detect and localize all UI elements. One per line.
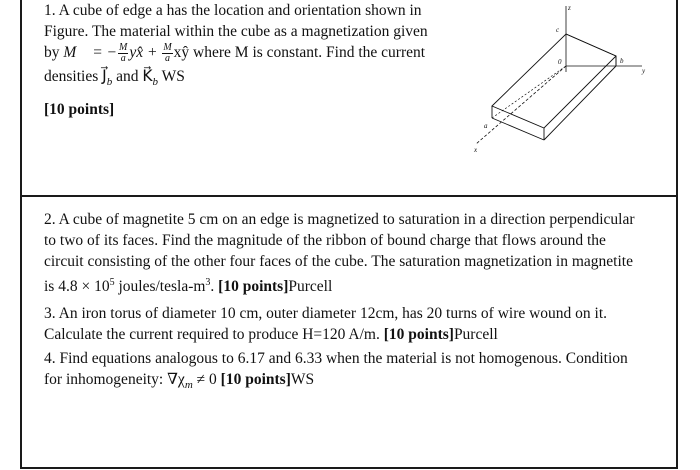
q1-by: by (44, 44, 60, 61)
frac2-den: a (165, 52, 170, 64)
frac1-den: a (120, 52, 126, 64)
label-c: c (556, 26, 560, 34)
q2-exponent: 5 (109, 277, 115, 288)
label-a: a (484, 122, 488, 130)
question-4 (44, 348, 669, 396)
q2-line-3: circuit consisting of the other four faces of the cube. The saturation magnetization in magnetite (44, 253, 633, 270)
q3-points: [10 points] (383, 326, 454, 343)
q2-unit-exponent: 3 (205, 277, 211, 288)
q2-line-1: 2. A cube of magnetite 5 cm on an edge is magnetized to saturation in a direction perpendicular (44, 211, 635, 228)
question-3 (44, 303, 669, 345)
q2-line-4 (44, 272, 669, 297)
q1-kb: and K⃗ (112, 67, 153, 85)
q1-line-2: Figure. The material within the cube as a magnetization given (44, 23, 428, 40)
label-z: z (568, 4, 571, 12)
hidden-edge (492, 66, 566, 118)
q1-eq-mid: yx̂ + (129, 44, 162, 61)
q3-text: Calculate the current required to produce H=120 A/m. (44, 326, 384, 343)
q1-jb-sub: b (106, 76, 113, 89)
fraction-2 (162, 43, 172, 64)
front-bottom-edge (492, 118, 544, 140)
q3-line-2 (44, 324, 669, 345)
q1-line-4 (44, 66, 454, 93)
fraction-1 (118, 43, 128, 64)
q2-points: [10 points] (218, 278, 289, 296)
question-2 (44, 209, 669, 297)
cube-top-face (492, 34, 616, 128)
q1-line-1: 1. A cube of edge a has the location and orientation shown in (44, 2, 422, 19)
q4-points: [10 points] (220, 371, 291, 388)
q2-value: is 4.8 × 10 (44, 278, 110, 296)
label-x: x (474, 146, 478, 154)
q4-sub: m (184, 379, 193, 392)
q1-eq-lhs: M⃗ = − (63, 44, 118, 61)
q2-unit: joules/tesla-m (114, 278, 206, 296)
label-b: b (620, 57, 624, 65)
q1-source: WS (158, 67, 185, 85)
q1-jb: densities J⃗ (44, 67, 107, 85)
cube-figure (470, 0, 670, 160)
section-divider (20, 195, 678, 197)
q1-points: [10 points] (44, 101, 115, 119)
q4-condition: ≠ 0 (192, 371, 221, 388)
question-1 (44, 0, 454, 120)
q2-source: Purcell (288, 278, 333, 296)
q1-kb-sub: b (152, 76, 158, 89)
q2-period: . (210, 278, 219, 296)
frac2-num: M (163, 41, 172, 53)
label-y: y (642, 67, 646, 75)
q4-source: WS (290, 371, 315, 388)
q1-line-3 (44, 42, 454, 64)
q4-text: for inhomogeneity: ∇χ (44, 371, 185, 388)
right-bottom-edge (544, 66, 616, 140)
q3-line-1: 3. An iron torus of diameter 10 cm, outer diameter 12cm, has 20 turns of wire wound on it. (44, 305, 608, 322)
q4-line-2 (44, 369, 669, 396)
q4-line-1: 4. Find equations analogous to 6.17 and 6.33 when the material is not homogenous. Condition (44, 350, 628, 367)
frac1-num: M (119, 41, 128, 53)
q3-source: Purcell (453, 326, 498, 343)
q1-eq-rest: xŷ where M is constant. Find the current (173, 44, 426, 61)
q2-line-2: to two of its faces. Find the magnitude of the ribbon of bound charge that flows around the (44, 232, 606, 249)
label-origin: 0 (558, 58, 562, 66)
